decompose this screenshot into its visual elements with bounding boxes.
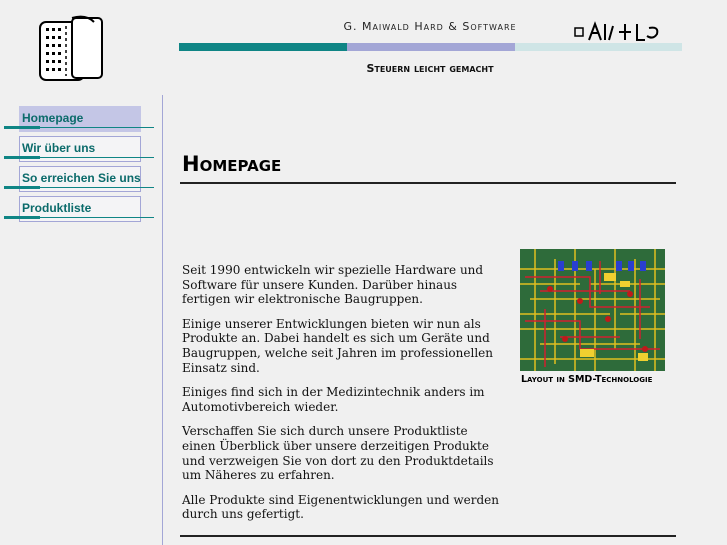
pcb-layout-image (520, 249, 665, 371)
paragraph: Verschaffen Sie sich durch unsere Produktliste einen Überblick über unsere derzeitigen Produkte und verzweigen Sie von dort zu den Produktdetails um Näheres zu erfahren. (182, 424, 494, 483)
nav-item-label: So erreichen Sie uns (22, 171, 141, 185)
bottom-rule (180, 535, 676, 537)
paragraph: Seit 1990 entwickeln wir spezielle Hardware und Software für unsere Kunden. Darüber hinaus fertigen wir elektronische Baugruppen. (182, 263, 484, 307)
paragraph: Einiges find sich in der Medizintechnik anders im Automotivbereich wieder. (182, 385, 485, 414)
nav-item-label: Homepage (22, 111, 84, 125)
sidebar-nav (4, 104, 164, 224)
page-title: Homepage (182, 152, 282, 176)
nav-item-label: Wir über uns (22, 141, 96, 155)
nav-item-homepage[interactable] (4, 104, 164, 134)
image-caption: Layout in SMD-Technologie (521, 374, 653, 385)
chip-logo-icon (36, 14, 108, 86)
hieroglyph-icon (573, 20, 663, 42)
nav-item-so-erreichen-sie-uns[interactable] (4, 164, 164, 194)
tagline: Steuern leicht gemacht (366, 62, 494, 75)
company-name: G. Maiwald Hard & Software (343, 20, 517, 33)
top-color-bar (179, 43, 682, 51)
main-content (182, 263, 502, 532)
paragraph: Alle Produkte sind Eigenentwicklungen und werden durch uns gefertigt. (182, 492, 499, 522)
nav-item-produktliste[interactable] (4, 194, 164, 224)
nav-item-wir-ueber-uns[interactable] (4, 134, 164, 164)
title-rule (180, 182, 676, 184)
nav-item-label: Produktliste (22, 201, 92, 215)
paragraph: Einige unserer Entwicklungen bieten wir nun als Produkte an. Dabei handelt es sich um Geräte und Baugruppen, welche seit Jahren im professionellen Einsatz sind. (182, 316, 493, 375)
